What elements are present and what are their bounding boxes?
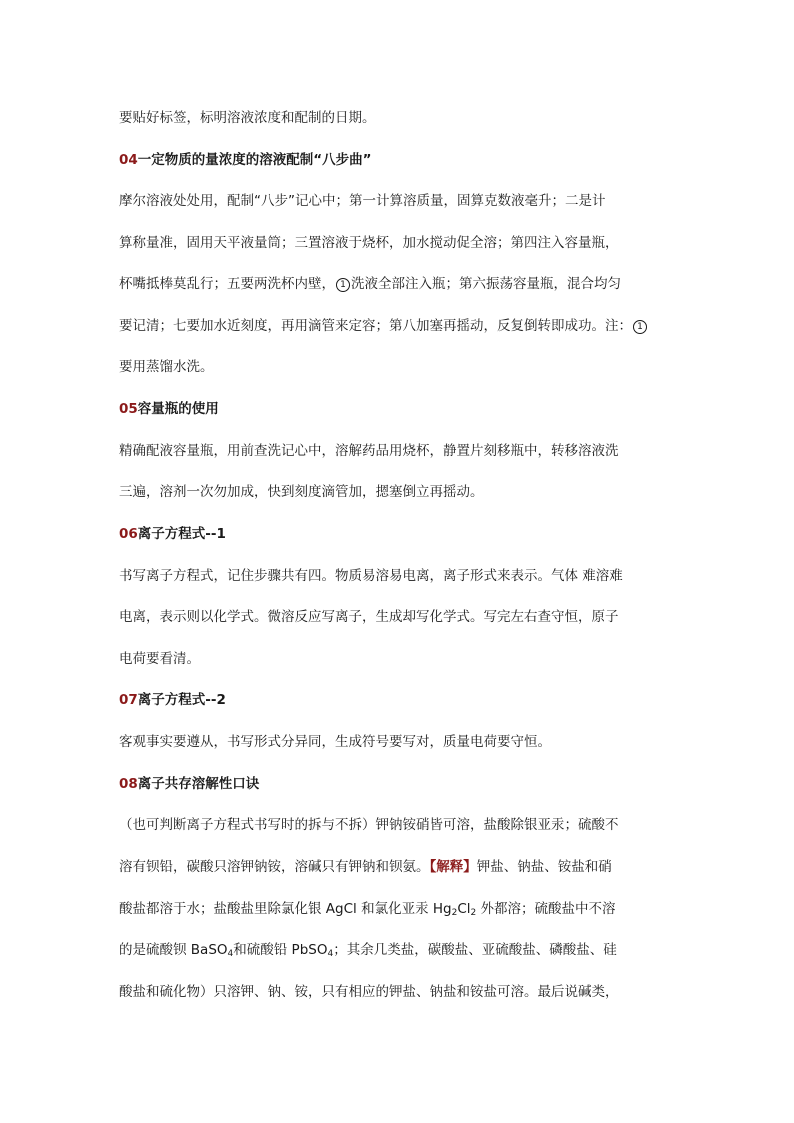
paragraph-line: 要用蒸馏水洗。: [119, 359, 214, 375]
section-title: 离子共存溶解性口诀: [137, 776, 260, 792]
section-heading-07: [119, 690, 679, 710]
paragraph-line: [119, 316, 679, 336]
text-span: Cl: [457, 901, 471, 917]
section-number: 06: [119, 526, 138, 542]
section-title: 容量瓶的使用: [137, 401, 219, 417]
paragraph-line: 电荷要看清。: [119, 651, 200, 667]
section-heading-08: [119, 774, 679, 794]
section-title: 离子方程式--2: [137, 692, 226, 708]
section-number: 07: [119, 692, 138, 708]
paragraph-line: 客观事实要遵从，书写形式分异同，生成符号要写对，质量电荷要守恒。: [119, 734, 551, 750]
paragraph-line: 书写离子方程式，记住步骤共有四。物质易溶易电离，离子形式来表示。气体 难溶难: [119, 568, 623, 584]
paragraph-line: [119, 274, 679, 294]
subscript: 2: [451, 908, 458, 918]
section-heading-05: [119, 399, 679, 419]
subscript: 4: [327, 949, 334, 959]
subscript: 4: [227, 949, 234, 959]
text-span: 要记清；七要加水近刻度，再用滴管来定容；第八加塞再摇动，反复倒转即成功。注：: [119, 318, 632, 334]
explanation-tag: 【解释】: [429, 859, 477, 875]
paragraph-line: [119, 940, 679, 960]
text-span: ；其余几类盐，碳酸盐、亚硫酸盐、磷酸盐、硅: [333, 942, 617, 958]
text-span: 钾盐、钠盐、铵盐和硝: [476, 859, 612, 875]
paragraph-line: 精确配液容量瓶，用前查洗记心中，溶解药品用烧杯，静置片刻移瓶中，转移溶液洗: [119, 443, 619, 459]
paragraph-line: （也可判断离子方程式书写时的拆与不拆）钾钠铵硝皆可溶，盐酸除银亚汞；硫酸不: [119, 817, 619, 833]
text-span: 的是硫酸钡 BaSO: [119, 942, 228, 958]
paragraph-line: 电离，表示则以化学式。微溶反应写离子，生成却写化学式。写完左右查守恒，原子: [119, 609, 619, 625]
section-number: 08: [119, 776, 138, 792]
circled-number-one-icon: 1: [336, 278, 350, 292]
text-span: 和硫酸铅 PbSO: [233, 942, 328, 958]
section-number: 04: [119, 152, 138, 168]
paragraph-line: 要贴好标签，标明溶液浓度和配制的日期。: [119, 110, 376, 126]
text-span: 外都溶；硫酸盐中不溶: [476, 901, 616, 917]
paragraph-line: 摩尔溶液处处用，配制“八步”记心中；第一计算溶质量，固算克数液毫升；二是计: [119, 193, 606, 209]
section-heading-04: [119, 150, 679, 170]
paragraph-line: [119, 857, 679, 877]
circled-number-one-icon: 1: [633, 320, 647, 334]
text-span: 洗液全部注入瓶；第六振荡容量瓶，混合均匀: [351, 276, 621, 292]
text-span: 酸盐都溶于水；盐酸盐里除氯化银 AgCl 和氯化亚汞 Hg: [119, 901, 452, 917]
subscript: 2: [470, 908, 477, 918]
section-title: 离子方程式--1: [137, 526, 226, 542]
text-span: 杯嘴抵棒莫乱行；五要两洗杯内壁，: [119, 276, 335, 292]
section-title: 一定物质的量浓度的溶液配制“八步曲”: [137, 152, 372, 168]
section-heading-06: [119, 524, 679, 544]
paragraph-line: 三遍，溶剂一次勿加成，快到刻度滴管加，摁塞倒立再摇动。: [119, 484, 484, 500]
paragraph-line: 酸盐和硫化物）只溶钾、钠、铵，只有相应的钾盐、钠盐和铵盐可溶。最后说碱类，: [119, 984, 619, 1000]
section-number: 05: [119, 401, 138, 417]
paragraph-line: [119, 899, 679, 919]
text-span: 溶有钡铅，碳酸只溶钾钠铵，溶碱只有钾钠和钡氨。: [119, 859, 430, 875]
paragraph-line: 算称量准，固用天平液量筒；三置溶液于烧杯，加水搅动促全溶；第四注入容量瓶，: [119, 235, 619, 251]
